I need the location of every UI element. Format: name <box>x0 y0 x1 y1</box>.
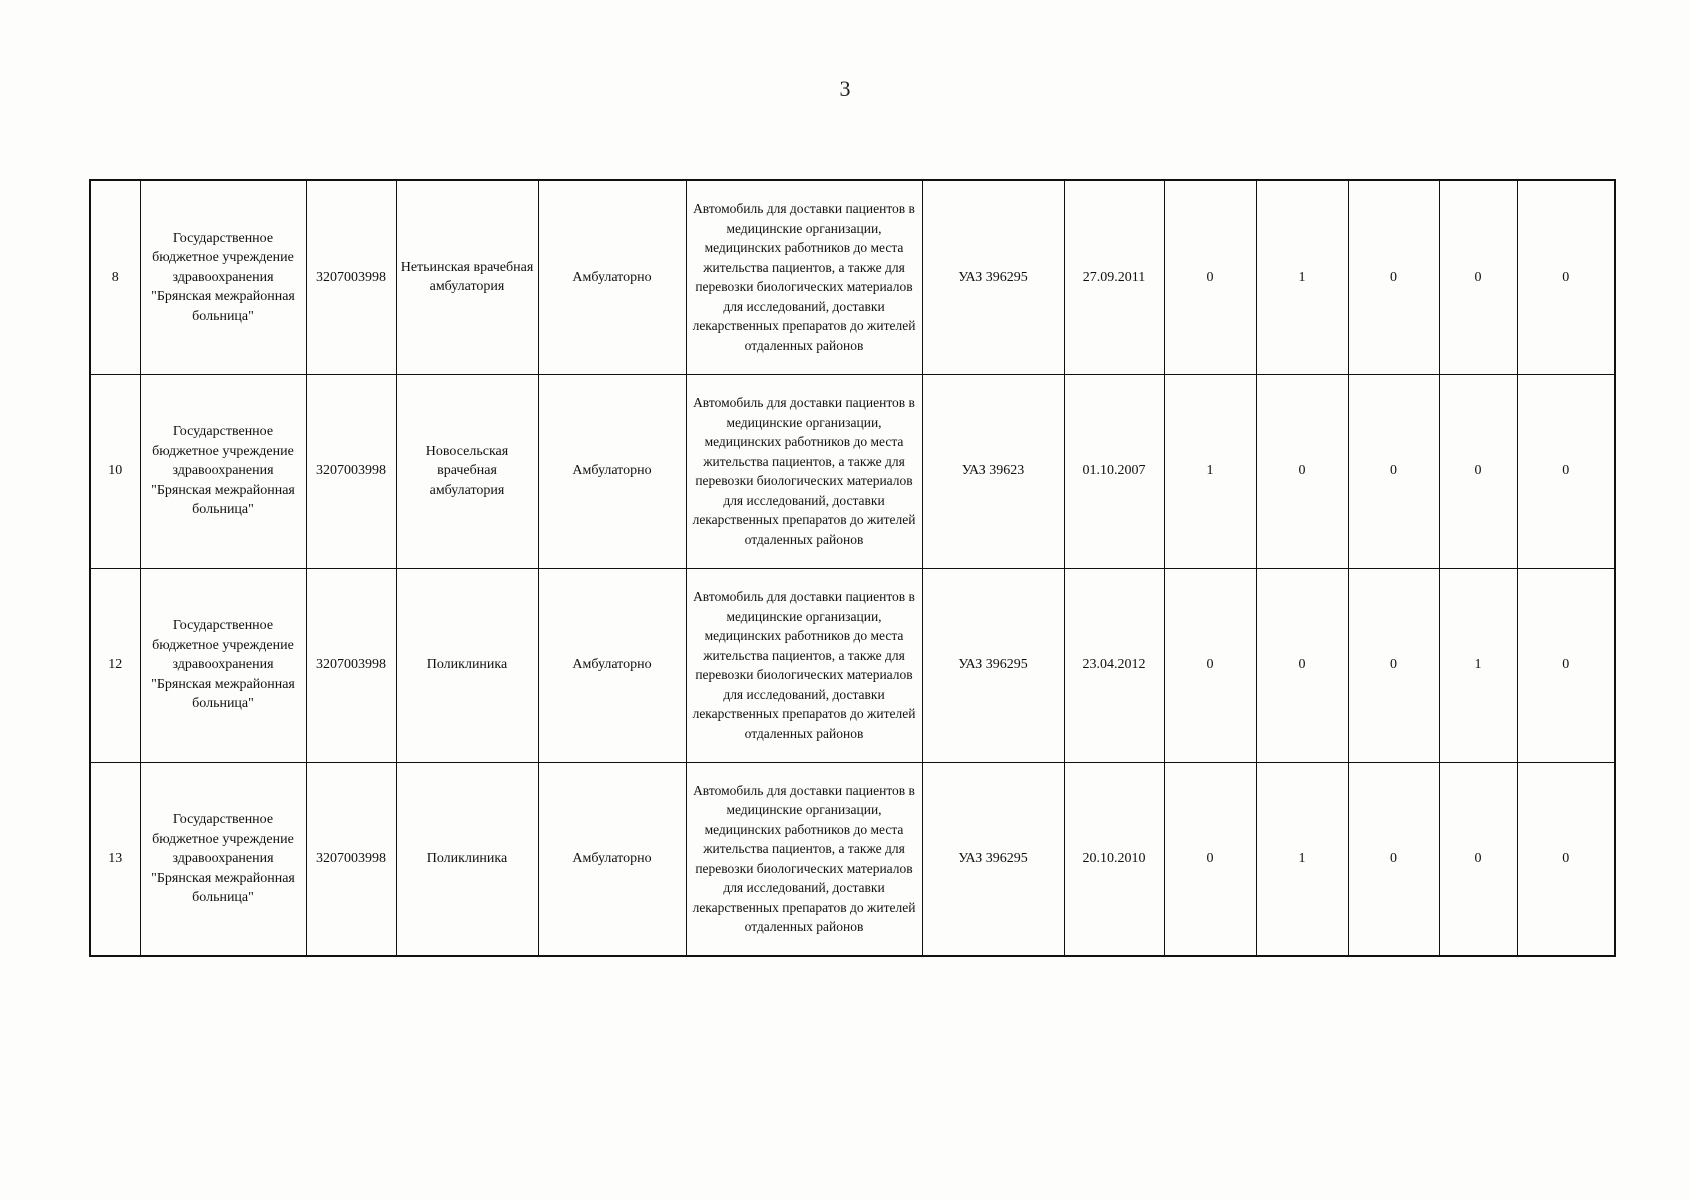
vehicle-table <box>89 179 1616 957</box>
table-row <box>90 180 1615 374</box>
count-cell: 0 <box>1348 568 1439 762</box>
count-cell: 0 <box>1164 180 1256 374</box>
count-cell: 1 <box>1164 374 1256 568</box>
organization-name: Государственное бюджетное учреждение здравоохранения "Брянская межрайонная больница" <box>140 180 306 374</box>
registration-date: 01.10.2007 <box>1064 374 1164 568</box>
row-number: 12 <box>90 568 140 762</box>
unit-name: Новосельская врачебная амбулатория <box>396 374 538 568</box>
table-row <box>90 762 1615 956</box>
vehicle-model: УАЗ 396295 <box>922 762 1064 956</box>
count-cell: 0 <box>1439 374 1517 568</box>
count-cell: 0 <box>1439 762 1517 956</box>
count-cell: 0 <box>1256 374 1348 568</box>
count-cell: 0 <box>1256 568 1348 762</box>
vehicle-purpose: Автомобиль для доставки пациентов в медицинские организации, медицинских работников до места жительства пациентов, а также для перевозки биологических материалов для исследований, доставки лекарственных препаратов до жителей отдаленных районов <box>686 374 922 568</box>
count-cell: 0 <box>1348 180 1439 374</box>
count-cell: 0 <box>1164 568 1256 762</box>
count-cell: 0 <box>1164 762 1256 956</box>
count-cell: 0 <box>1439 180 1517 374</box>
count-cell: 0 <box>1517 568 1615 762</box>
count-cell: 1 <box>1256 762 1348 956</box>
count-cell: 0 <box>1517 374 1615 568</box>
vehicle-model: УАЗ 39623 <box>922 374 1064 568</box>
count-cell: 1 <box>1256 180 1348 374</box>
count-cell: 1 <box>1439 568 1517 762</box>
care-type: Амбулаторно <box>538 374 686 568</box>
care-type: Амбулаторно <box>538 762 686 956</box>
table-row <box>90 374 1615 568</box>
organization-name: Государственное бюджетное учреждение здравоохранения "Брянская межрайонная больница" <box>140 374 306 568</box>
inn-code: 3207003998 <box>306 568 396 762</box>
registration-date: 23.04.2012 <box>1064 568 1164 762</box>
row-number: 10 <box>90 374 140 568</box>
care-type: Амбулаторно <box>538 180 686 374</box>
table-row <box>90 568 1615 762</box>
row-number: 13 <box>90 762 140 956</box>
count-cell: 0 <box>1517 180 1615 374</box>
unit-name: Нетьинская врачебная амбулатория <box>396 180 538 374</box>
registration-date: 27.09.2011 <box>1064 180 1164 374</box>
vehicle-purpose: Автомобиль для доставки пациентов в медицинские организации, медицинских работников до места жительства пациентов, а также для перевозки биологических материалов для исследований, доставки лекарственных препаратов до жителей отдаленных районов <box>686 762 922 956</box>
row-number: 8 <box>90 180 140 374</box>
inn-code: 3207003998 <box>306 762 396 956</box>
organization-name: Государственное бюджетное учреждение здравоохранения "Брянская межрайонная больница" <box>140 762 306 956</box>
organization-name: Государственное бюджетное учреждение здравоохранения "Брянская межрайонная больница" <box>140 568 306 762</box>
vehicle-model: УАЗ 396295 <box>922 180 1064 374</box>
vehicle-model: УАЗ 396295 <box>922 568 1064 762</box>
count-cell: 0 <box>1348 762 1439 956</box>
vehicle-purpose: Автомобиль для доставки пациентов в медицинские организации, медицинских работников до места жительства пациентов, а также для перевозки биологических материалов для исследований, доставки лекарственных препаратов до жителей отдаленных районов <box>686 180 922 374</box>
page-number: 3 <box>839 76 851 101</box>
inn-code: 3207003998 <box>306 180 396 374</box>
care-type: Амбулаторно <box>538 568 686 762</box>
inn-code: 3207003998 <box>306 374 396 568</box>
count-cell: 0 <box>1517 762 1615 956</box>
unit-name: Поликлиника <box>396 762 538 956</box>
vehicle-purpose: Автомобиль для доставки пациентов в медицинские организации, медицинских работников до места жительства пациентов, а также для перевозки биологических материалов для исследований, доставки лекарственных препаратов до жителей отдаленных районов <box>686 568 922 762</box>
registration-date: 20.10.2010 <box>1064 762 1164 956</box>
unit-name: Поликлиника <box>396 568 538 762</box>
count-cell: 0 <box>1348 374 1439 568</box>
